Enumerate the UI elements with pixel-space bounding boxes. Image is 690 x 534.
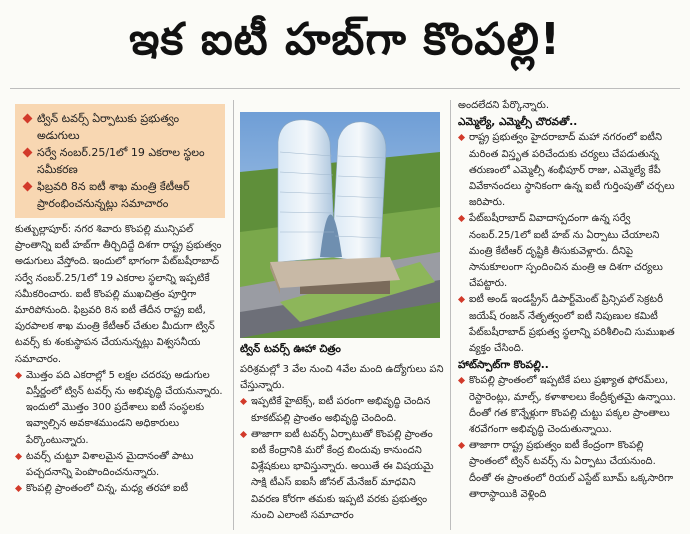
article-bullet: టవర్స్ చుట్టూ విశాలమైన మైదానంతో పాటు పచ్చదనాన్ని పెంపొందించనున్నారు. — [15, 449, 227, 481]
article-bullet: రాష్ట్ర ప్రభుత్వం హైదరాబాద్ మహా నగరంలో ఐటీని మరింత విస్తృత పరిచేందుకు చర్యలు చేపడుతున్న తరుణంలో ఎమ్మెల్సీ శంభీపూర్ రాజు, ఎమ్మెల్యే కేపీ వివేకానందలు స్థానికంగా ఉన్న ఐటీ గుర్తింపుతో చర్చలు జరిపారు. — [458, 130, 680, 211]
info-item: సర్వే నంబర్.25/1లో 19 ఎకరాల స్థలం సమీకరణ — [23, 144, 219, 178]
column-divider — [233, 100, 234, 530]
article-bullet: ఐటీ అండ్ ఇండస్ట్రీస్ డిపార్ట్‌మెంట్ ప్రిన్సిపల్ సెక్రటరీ జయేష్ రంజన్ నేతృత్వంలో ఐటీ నిపుణుల కమిటీ పేట్‌బషీరాబాద్ ప్రభుత్వ స్థలాన్ని పరిశీలించి సుముఖత వ్యక్తం చేసింది. — [458, 292, 680, 357]
article-column-1 — [15, 222, 227, 530]
info-item: ఫిబ్రవరి 8న ఐటీ శాఖ మంత్రి కేటీఆర్ ప్రారంభించనున్నట్లు సమాచారం — [23, 178, 219, 212]
info-box — [15, 104, 225, 218]
article-bullet: కొంపల్లి ప్రాంతంలో ఇప్పటికే పలు ప్రఖ్యాత ఫోరమ్‌లు, రెస్టారెంట్లు, మాల్స్, కళాశాలలు కేంద్రీకృతమై ఉన్నాయి. దీంతో గత కొన్నేళ్లుగా కొంపల్లి చుట్టు పక్కల ప్రాంతాలు శరవేగంగా అభివృద్ధి చెందుతున్నాయి. — [458, 373, 680, 438]
twin-towers-illustration — [240, 112, 440, 338]
article-column-3 — [458, 98, 680, 530]
photo-caption: ట్విన్ టవర్స్ ఊహా చిత్రం — [240, 343, 341, 355]
column-divider — [450, 100, 451, 530]
subheading: ఎమ్మెల్యే, ఎమ్మెల్సీ చొరవతో.. — [458, 116, 578, 129]
article-bullet: పేట్‌బషీరాబాద్ వివాదాస్పదంగా ఉన్న సర్వే నంబర్.25/1లో ఐటీ హబ్ ను ఏర్పాటు చేయాలని మంత్రి కేటీఆర్ దృష్టికి తీసుకువెళ్లారు. దీనిపై సానుకూలంగా స్పందించిన మంత్రి ఆ దిశగా చర్యలు చేపట్టారు. — [458, 211, 680, 292]
twin-towers-rendering — [240, 112, 440, 338]
info-item: ట్విన్ టవర్స్ ఏర్పాటుకు ప్రభుత్వం అడుగులు — [23, 110, 219, 144]
article-paragraph: అందలేదని పేర్కొన్నారు. — [458, 100, 550, 111]
article-intro: కుత్బుల్లాపూర్: నగర శివారు కొంపల్లి మున్సిపల్ ప్రాంతాన్ని ఐటీ హబ్‌గా తీర్చిదిద్దే దిశగా రాష్ట్ర ప్రభుత్వం అడుగులు వేస్తోంది. ఇందులో భాగంగా పేట్‌బషీరాబాద్ సర్వే నంబర్.25/1లో 19 ఎకరాల స్థలాన్ని ఇప్పటికే సమీకరించారు. ఐటీ కొంపల్లి ముఖచిత్రం పూర్తిగా మారిపోనుంది. ఫిబ్రవరి 8న ఐటీ తేదీన రాష్ట్ర ఐటీ, పురపాలక శాఖ మంత్రి కేటీఆర్ చేతుల మీదుగా ట్విన్ టవర్స్ కు శంకుస్థాపన చేయనున్నట్లు విశ్వసనీయ సమాచారం. — [15, 224, 222, 365]
top-divider — [10, 88, 680, 89]
article-bullet: మొత్తం పది ఎకరాల్లో 5 లక్షల చదరపు అడుగుల విస్తీర్ణంలో ట్విన్ టవర్స్ ను అభివృద్ధి చేయనున్నారు. ఇందులో మొత్తం 300 ప్రదేశాలు ఐటీ సంస్థలకు ఇవ్వాల్సిన అవకాశముండని అధికారులు పేర్కొంటున్నారు. — [15, 368, 227, 449]
article-bullet: తాజాగా రాష్ట్ర ప్రభుత్వం ఐటీ కేంద్రంగా కొంపల్లి ప్రాంతంలో ట్విన్ టవర్స్ ను ఏర్పాటు చేయనుంది. దీంతో ఈ ప్రాంతంలో రియల్ ఎస్టేట్ బూమ్ ఒక్కసారిగా తారాస్థాయికి వెళ్లింది — [458, 438, 680, 503]
article-column-2 — [240, 362, 446, 530]
article-bullet: తాజాగా ఐటీ టవర్స్ ఏర్పాటుతో కొంపల్లి ప్రాంతం ఐటీ కేంద్రానికి మరో కేంద్ర బిందువు కానుందని విశ్లేషకులు భావిస్తున్నారు. అయితే ఈ విషయమై సాక్షి టీఎస్ ఐఐసీ జోనల్ మేనేజర్ మాధవిని వివరణ కోరగా తమకు ఇప్పటి వరకు ప్రభుత్వం నుంచి ఎలాంటి సమాచారం — [240, 427, 446, 524]
article-paragraph: పరిశ్రమల్లో 3 వేల నుంచి 4వేల మంది ఉద్యోగులు పని చేస్తున్నారు. — [240, 364, 444, 392]
article-bullet: కొంపల్లి ప్రాంతంలో చిన్న, మధ్య తరహా ఐటీ — [15, 481, 227, 497]
subheading: హాట్‌స్పాట్‌గా కొంపల్లి.. — [458, 359, 549, 372]
headline: ఇక ఐటీ హబ్‌గా కొంపల్లి! — [129, 14, 561, 65]
article-bullet: ఇప్పటికే హైటెక్స్, ఐటీ పరంగా అభివృద్ధి చెందిన కూకట్‌పల్లి ప్రాంతం అభివృద్ధి చెందింది. — [240, 394, 446, 426]
